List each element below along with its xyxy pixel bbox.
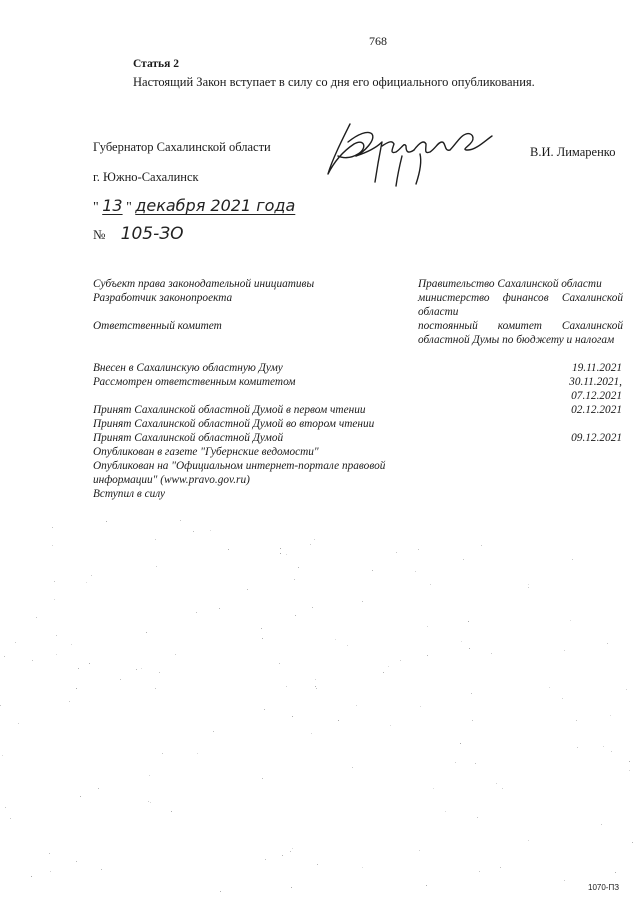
- scan-speckle: [607, 643, 608, 644]
- developer-value: министерство финансов Сахалинской области: [418, 292, 623, 318]
- scan-speckle: [262, 638, 263, 639]
- introduced-label: Внесен в Сахалинскую областную Думу: [93, 362, 283, 374]
- scan-speckle: [415, 571, 416, 572]
- scan-speckle: [89, 663, 90, 664]
- scan-speckle: [477, 817, 478, 818]
- scan-speckle: [282, 855, 283, 856]
- scan-speckle: [564, 650, 565, 651]
- scan-speckle: [335, 639, 336, 640]
- scan-speckle: [572, 559, 573, 560]
- scan-speckle: [0, 705, 1, 706]
- committee-value: постоянный комитет Сахалинской областной Думы по бюджету и налогам: [418, 320, 623, 346]
- scan-speckle: [196, 612, 197, 613]
- scan-speckle: [577, 747, 578, 748]
- scan-speckle: [430, 584, 431, 585]
- scan-speckle: [247, 589, 248, 590]
- scan-speckle: [264, 709, 265, 710]
- scan-speckle: [528, 584, 529, 585]
- date-day: 13: [102, 196, 123, 215]
- article-text: Настоящий Закон вступает в силу со дня его официального опубликования.: [133, 75, 535, 89]
- scan-speckle: [18, 723, 19, 724]
- scan-speckle: [295, 615, 296, 616]
- scan-speckle: [197, 753, 198, 754]
- number-value: 105-ЗО: [120, 224, 184, 244]
- scan-speckle: [468, 621, 469, 622]
- scan-speckle: [347, 645, 348, 646]
- scan-speckle: [362, 601, 363, 602]
- scan-speckle: [418, 549, 419, 550]
- scan-speckle: [262, 778, 263, 779]
- scan-speckle: [315, 686, 316, 687]
- scan-speckle: [54, 599, 55, 600]
- scan-speckle: [148, 801, 149, 802]
- published-gazette-label: Опубликован в газете "Губернские ведомости": [93, 446, 319, 458]
- scan-speckle: [52, 527, 53, 528]
- scan-speckle: [146, 632, 147, 633]
- published-portal-label-1: Опубликован на "Официальном интернет-портале правовой: [93, 460, 386, 472]
- scan-speckle: [141, 668, 142, 669]
- scan-speckle: [193, 531, 194, 532]
- footer-code: 1070-ПЗ: [588, 883, 620, 892]
- scan-speckle: [315, 679, 316, 680]
- scan-speckle: [261, 628, 262, 629]
- first-reading-label: Принят Сахалинской областной Думой в первом чтении: [93, 404, 366, 416]
- scan-speckle: [290, 851, 291, 852]
- scan-speckle: [294, 579, 295, 580]
- scan-speckle: [455, 762, 456, 763]
- scan-speckle: [626, 689, 627, 690]
- scan-speckle: [86, 582, 87, 583]
- scan-speckle: [420, 706, 421, 707]
- scan-speckle: [286, 554, 287, 555]
- scan-speckle: [31, 876, 32, 877]
- scan-speckle: [352, 767, 353, 768]
- scan-speckle: [50, 871, 51, 872]
- page-number: 768: [369, 34, 387, 48]
- handwritten-signature-icon: [320, 112, 510, 192]
- scan-speckle: [372, 570, 373, 571]
- scan-speckle: [463, 559, 464, 560]
- scan-speckle: [311, 733, 312, 734]
- scan-speckle: [69, 701, 70, 702]
- scan-speckle: [10, 818, 11, 819]
- scan-speckle: [4, 656, 5, 657]
- scan-speckle: [156, 566, 157, 567]
- scan-speckle: [280, 553, 281, 554]
- scan-speckle: [36, 617, 37, 618]
- introduced-date: 19.11.2021: [572, 362, 622, 374]
- scan-speckle: [615, 872, 616, 873]
- scan-speckle: [228, 549, 229, 550]
- scan-speckle: [338, 720, 339, 721]
- scan-speckle: [356, 705, 357, 706]
- scan-speckle: [149, 775, 150, 776]
- scan-speckle: [155, 539, 156, 540]
- scan-speckle: [549, 687, 550, 688]
- reviewed-date-2: 07.12.2021: [571, 390, 622, 402]
- committee-label: Ответственный комитет: [93, 320, 222, 332]
- scan-speckle: [78, 668, 79, 669]
- scan-speckle: [155, 688, 156, 689]
- scan-speckle: [175, 654, 176, 655]
- scan-speckle: [5, 807, 6, 808]
- scan-speckle: [171, 811, 172, 812]
- scan-speckle: [576, 720, 577, 721]
- scan-speckle: [564, 880, 565, 881]
- signing-city: г. Южно-Сахалинск: [93, 170, 199, 184]
- scan-speckle: [383, 672, 384, 673]
- scan-speckle: [49, 853, 50, 854]
- scan-speckle: [292, 848, 293, 849]
- scan-speckle: [220, 891, 221, 892]
- scan-speckle: [291, 887, 292, 888]
- scan-speckle: [180, 520, 181, 521]
- reviewed-date-1: 30.11.2021,: [569, 376, 622, 388]
- scan-speckle: [162, 753, 163, 754]
- scan-speckle: [312, 607, 313, 608]
- scan-speckle: [120, 679, 121, 680]
- signing-date: [93, 196, 295, 216]
- signatory-name: В.И. Лимаренко: [530, 145, 616, 159]
- scan-speckle: [528, 840, 529, 841]
- scan-speckle: [159, 672, 160, 673]
- scan-speckle: [150, 802, 151, 803]
- scan-speckle: [101, 869, 102, 870]
- scan-speckle: [460, 743, 461, 744]
- scan-speckle: [52, 545, 53, 546]
- scan-speckle: [471, 693, 472, 694]
- scan-speckle: [496, 783, 497, 784]
- scan-speckle: [219, 608, 220, 609]
- scan-speckle: [280, 548, 281, 549]
- scan-speckle: [279, 663, 280, 664]
- scan-speckle: [479, 871, 480, 872]
- second-reading-label: Принят Сахалинской областной Думой во втором чтении: [93, 418, 375, 430]
- scan-speckle: [629, 761, 630, 762]
- scan-speckle: [76, 861, 77, 862]
- scan-speckle: [71, 644, 72, 645]
- scan-speckle: [472, 720, 473, 721]
- scan-speckle: [603, 746, 604, 747]
- scan-speckle: [611, 751, 612, 752]
- entered-into-force-label: Вступил в силу: [93, 488, 166, 500]
- scan-speckle: [292, 716, 293, 717]
- scan-speckle: [213, 731, 214, 732]
- scan-speckle: [106, 521, 107, 522]
- scan-speckle: [210, 530, 211, 531]
- subject-value: Правительство Сахалинской области: [418, 278, 602, 290]
- scan-speckle: [570, 620, 571, 621]
- scan-speckle: [98, 788, 99, 789]
- scan-speckle: [317, 864, 318, 865]
- law-number: [93, 224, 184, 244]
- number-label: №: [93, 227, 106, 242]
- scan-speckle: [475, 763, 476, 764]
- scan-speckle: [433, 788, 434, 789]
- reviewed-label: Рассмотрен ответственным комитетом: [93, 376, 296, 388]
- scan-speckle: [601, 824, 602, 825]
- article-title: Статья 2: [133, 58, 179, 70]
- scan-speckle: [461, 641, 462, 642]
- scan-speckle: [2, 755, 3, 756]
- scan-speckle: [491, 653, 492, 654]
- scan-speckle: [502, 788, 503, 789]
- first-reading-date: 02.12.2021: [571, 404, 622, 416]
- published-portal-label-2: информации" (www.pravo.gov.ru): [93, 474, 250, 486]
- scan-speckle: [15, 642, 16, 643]
- signatory-position: Губернатор Сахалинской области: [93, 140, 271, 154]
- scan-speckle: [316, 688, 317, 689]
- scan-speckle: [388, 666, 389, 667]
- scan-speckle: [426, 885, 427, 886]
- scan-speckle: [396, 552, 397, 553]
- developer-label: Разработчик законопроекта: [93, 292, 233, 304]
- scan-speckle: [32, 660, 33, 661]
- scan-speckle: [390, 725, 391, 726]
- scan-speckle: [310, 544, 311, 545]
- scan-speckle: [629, 770, 630, 771]
- scan-speckle: [528, 587, 529, 588]
- scan-speckle: [562, 698, 563, 699]
- adopted-date: 09.12.2021: [571, 432, 622, 444]
- scan-speckle: [314, 539, 315, 540]
- date-quote-close: ": [126, 200, 132, 215]
- scan-speckle: [400, 660, 401, 661]
- scan-speckle: [91, 575, 92, 576]
- scan-speckle: [427, 655, 428, 656]
- scan-speckle: [362, 867, 363, 868]
- scan-speckle: [632, 842, 633, 843]
- scan-speckle: [286, 686, 287, 687]
- scan-speckle: [427, 626, 428, 627]
- adopted-label: Принят Сахалинской областной Думой: [93, 432, 284, 444]
- date-month-year: декабря 2021 года: [135, 196, 296, 215]
- scan-speckle: [481, 545, 482, 546]
- subject-label: Субъект права законодательной инициативы: [93, 278, 315, 290]
- scan-speckle: [469, 648, 470, 649]
- scan-speckle: [54, 581, 55, 582]
- scan-speckle: [76, 688, 77, 689]
- scan-speckle: [298, 567, 299, 568]
- scan-speckle: [419, 850, 420, 851]
- date-quote-open: ": [93, 200, 99, 215]
- scan-speckle: [610, 715, 611, 716]
- scan-speckle: [445, 811, 446, 812]
- scan-speckle: [500, 867, 501, 868]
- scan-speckle: [56, 654, 57, 655]
- scan-speckle: [80, 796, 81, 797]
- scan-speckle: [265, 859, 266, 860]
- scan-speckle: [56, 635, 57, 636]
- scan-speckle: [136, 669, 137, 670]
